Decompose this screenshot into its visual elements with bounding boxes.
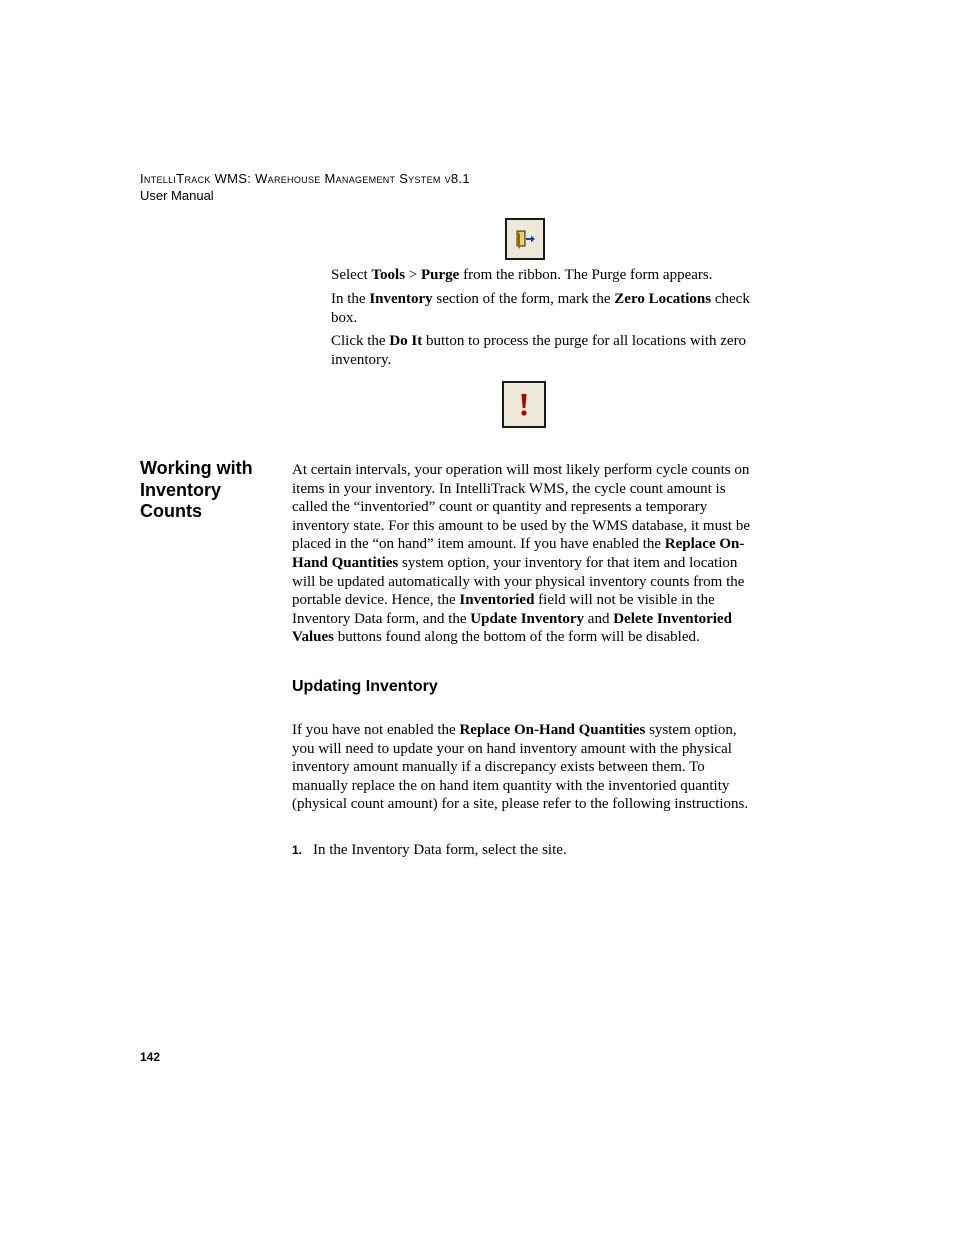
section-heading: Working with Inventory Counts [140,458,253,521]
subsection-body: If you have not enabled the Replace On-Hand Quantities system option, you will need to update your on hand inventory amount with the physical inventory amount manually if a discrepancy exists between them. To manually replace the on hand item quantity with the inventoried quantity (physical count amount) for a site, please refer to the following instructions. [292,722,749,813]
manual-subtitle: User Manual [140,188,214,203]
manual-title: IntelliTrack WMS: Warehouse Management System v8.1 [140,171,470,186]
exclamation-icon [502,381,546,428]
section-body: At certain intervals, your operation will most likely perform cycle counts on items in your inventory. In IntelliTrack WMS, the cycle count amount is called the “inventoried” count or quantity and represents a temporary inventory state. For this amount to be used by the WMS database, it must be placed in the “on hand” item amount. If you have enabled the Replace On-Hand Quantities system option, your inventory for that item and location will be updated automatically with your physical inventory counts from the portable device. Hence, the Inventoried field will not be visible in the Inventory Data form, and the Update Inventory and Delete Inventoried Values buttons found along the bottom of the form will be disabled. [292,462,750,646]
subsection-heading: Updating Inventory [292,678,438,695]
page-number: 142 [140,1050,161,1064]
running-header [140,170,470,204]
list-text: In the Inventory Data form, select the site. [313,842,567,858]
step-select-purge: Select Tools > Purge from the ribbon. The Purge form appears. [331,267,713,283]
list-number: 1. [292,843,303,857]
step-mark-zero-locations: In the Inventory section of the form, mark the Zero Locations check box. [331,291,750,326]
step-click-do-it: Click the Do It button to process the purge for all locations with zero inventory. [331,333,747,368]
list-item [292,841,567,860]
exit-door-arrow-icon [505,218,545,260]
